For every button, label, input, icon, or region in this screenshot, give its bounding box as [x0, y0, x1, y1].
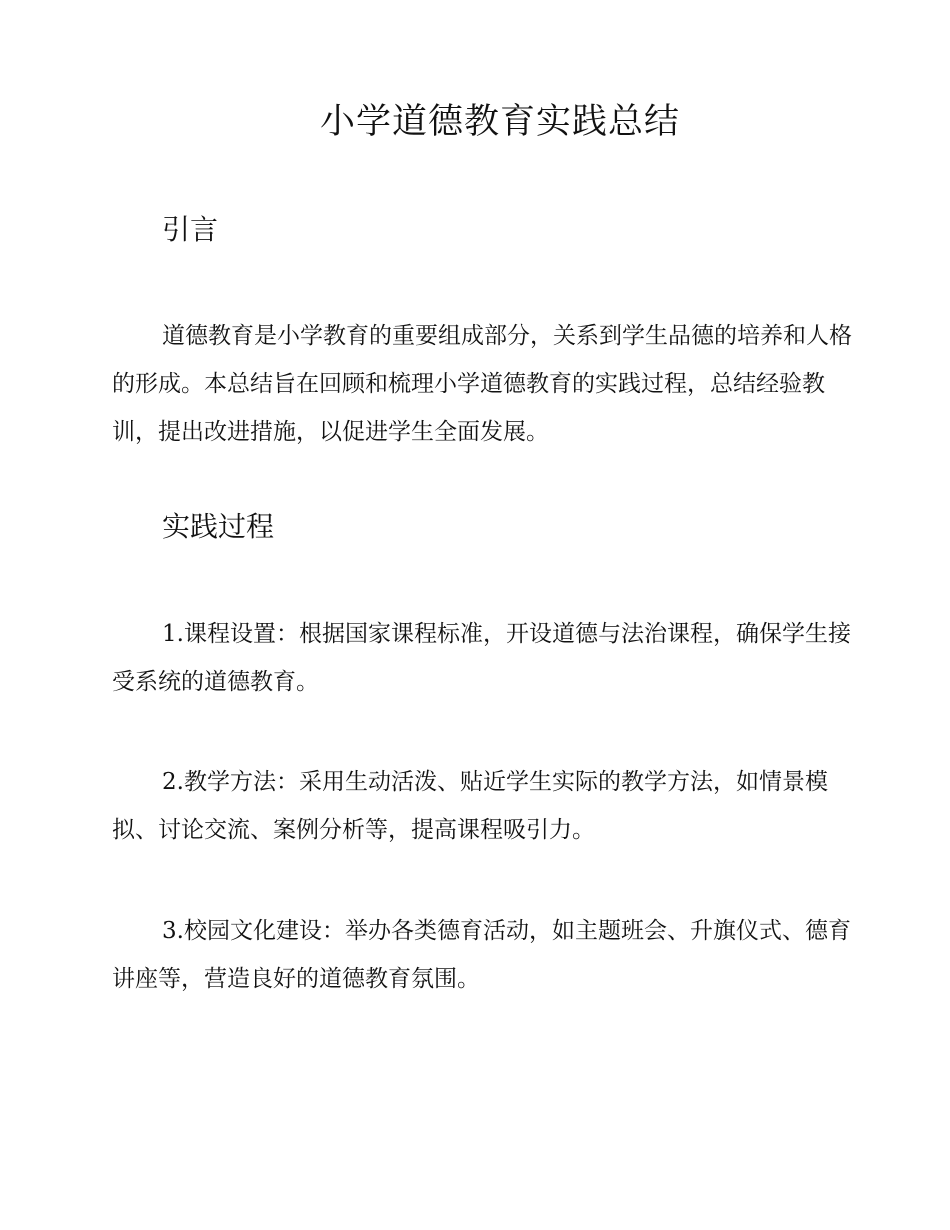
- section-heading-practice: 实践过程: [162, 510, 275, 543]
- practice-item-3: 3.校园文化建设：举办各类德育活动，如主题班会、升旗仪式、德育讲座等，营造良好的道德教育氛围。: [112, 918, 851, 992]
- document-title: 小学道德教育实践总结: [319, 102, 680, 142]
- practice-item-2: 2.教学方法：采用生动活泼、贴近学生实际的教学方法，如情景模拟、讨论交流、案例分析等，提高课程吸引力。: [112, 769, 828, 843]
- section-heading-intro: 引言: [162, 213, 219, 246]
- practice-item-1: 1.课程设置：根据国家课程标准，开设道德与法治课程，确保学生接受系统的道德教育。: [112, 621, 851, 695]
- intro-paragraph: 道德教育是小学教育的重要组成部分，关系到学生品德的培养和人格的形成。本总结旨在回顾和梳理小学道德教育的实践过程，总结经验教训，提出改进措施，以促进学生全面发展。: [112, 323, 852, 445]
